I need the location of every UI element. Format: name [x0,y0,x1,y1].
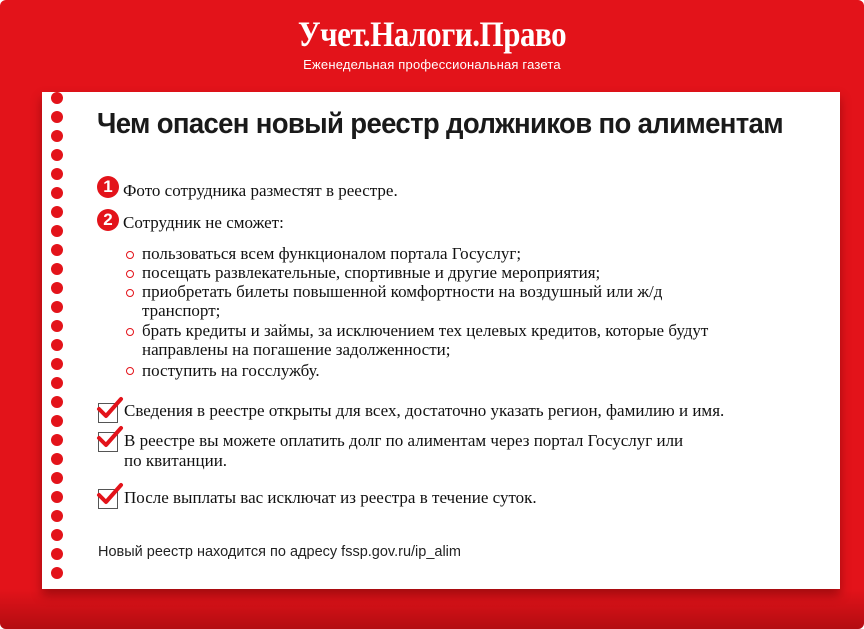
binding-hole [51,358,63,370]
binding-hole [51,396,63,408]
binding-hole [51,529,63,541]
binding-hole [51,415,63,427]
restriction-line: брать кредиты и займы, за исключением тех целевых кредитов, которые будут [142,321,709,340]
list-bullet [126,270,134,278]
point-text: Фото сотрудника разместят в реестре. [123,181,398,200]
list-bullet [126,367,134,375]
restriction-line: приобретать билеты повышенной комфортности на воздушный или ж/д [142,282,663,301]
binding-hole [51,472,63,484]
list-bullet [126,251,134,259]
brand-title: Учет.Налоги.Право [297,14,567,54]
binding-hole [51,434,63,446]
binding-hole [51,301,63,313]
restriction-line: транспорт; [142,301,221,320]
masthead [0,14,864,72]
checkbox-checked-icon [98,489,118,509]
check-text: После выплаты вас исключат из реестра в течение суток. [124,488,537,507]
binding-hole [51,187,63,199]
binding-hole [51,453,63,465]
footer-note: Новый реестр находится по адресу fssp.gov.ru/ip_alim [98,544,461,560]
checkbox-checked-icon [98,432,118,452]
binding-hole [51,111,63,123]
check-text: Сведения в реестре открыты для всех, достаточно указать регион, фамилию и имя. [124,401,725,420]
binding-hole [51,263,63,275]
number-badge: 2 [97,209,119,231]
check-text: В реестре вы можете оплатить долг по алиментам через портал Госуслуг или [124,431,684,450]
binding-hole [51,339,63,351]
binding-hole [51,567,63,579]
binding-hole [51,377,63,389]
restriction-line: пользоваться всем функционалом портала Госуслуг; [142,244,522,263]
number-badge: 1 [97,176,119,198]
binding-holes [51,90,65,590]
point-text: Сотрудник не сможет: [123,213,284,232]
binding-hole [51,510,63,522]
restriction-line: поступить на госслужбу. [142,361,320,380]
restriction-line: направлены на погашение задолженности; [142,340,451,359]
restriction-line: посещать развлекательные, спортивные и другие мероприятия; [142,263,601,282]
page-title: Чем опасен новый реестр должников по алиментам [97,108,783,140]
list-bullet [126,328,134,336]
binding-hole [51,130,63,142]
checkbox-checked-icon [98,403,118,423]
binding-hole [51,491,63,503]
check-text: по квитанции. [124,451,228,470]
binding-hole [51,320,63,332]
binding-hole [51,548,63,560]
binding-hole [51,168,63,180]
binding-hole [51,206,63,218]
binding-hole [51,149,63,161]
list-bullet [126,289,134,297]
brand-subtitle: Еженедельная профессиональная газета [303,57,561,72]
binding-hole [51,282,63,294]
binding-hole [51,92,63,104]
binding-hole [51,244,63,256]
binding-hole [51,225,63,237]
